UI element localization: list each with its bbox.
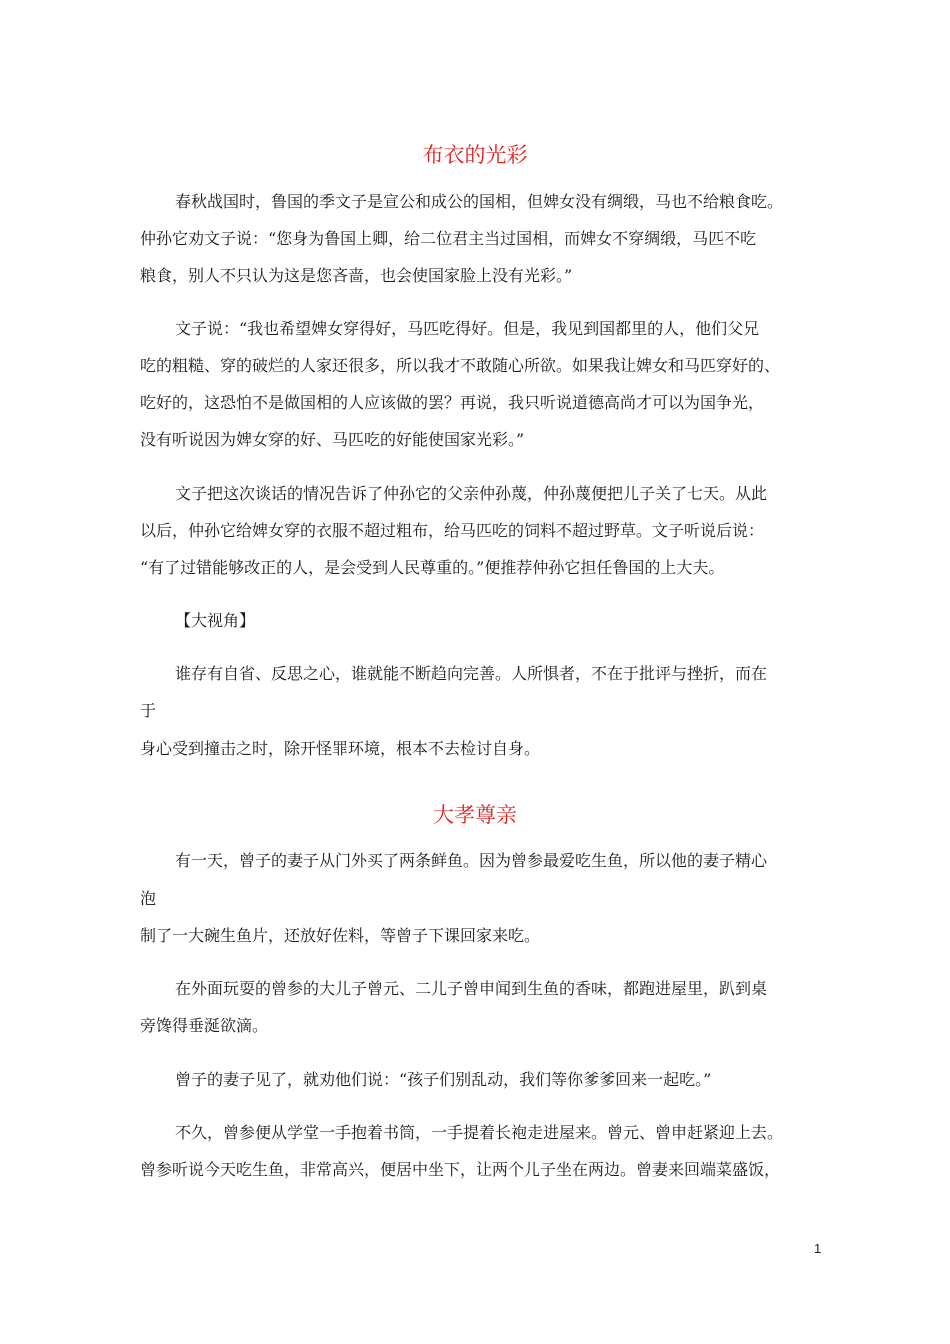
text-line: 没有听说因为婢女穿的好、马匹吃的好能使国家光彩。” xyxy=(140,430,525,449)
text-line: 身心受到撞击之时，除开怪罪环境，根本不去检讨自身。 xyxy=(140,739,541,758)
text-line: 不久，曾参便从学堂一手抱着书筒，一手提着长袍走进屋来。曾元、曾申赶紧迎上去。 xyxy=(175,1123,784,1142)
view-label: 【大视角】 xyxy=(175,611,256,630)
text-line: “有了过错能够改正的人，是会受到人民尊重的。”便推荐仲孙它担任鲁国的上大夫。 xyxy=(140,558,725,577)
text-line: 仲孙它劝文子说：“您身为鲁国上卿，给二位君主当过国相，而婢女不穿绸缎，马匹不吃 xyxy=(140,229,757,248)
text-line: 在外面玩耍的曾参的大儿子曾元、二儿子曾申闻到生鱼的香味，都跑进屋里，趴到桌 xyxy=(175,979,768,998)
text-line: 泡 xyxy=(140,889,157,908)
text-line: 以后，仲孙它给婢女穿的衣服不超过粗布，给马匹吃的饲料不超过野草。文子听说后说： xyxy=(140,521,765,540)
text-line: 文子说：“我也希望婢女穿得好，马匹吃得好。但是，我见到国都里的人，他们父兄 xyxy=(175,319,760,338)
text-line: 文子把这次谈话的情况告诉了仲孙它的父亲仲孙蔑，仲孙蔑便把儿子关了七天。从此 xyxy=(175,484,768,503)
text-line: 曾子的妻子见了，就劝他们说：“孩子们别乱动，我们等你爹爹回来一起吃。” xyxy=(175,1070,712,1089)
section-title-2: 大孝尊亲 xyxy=(433,803,517,827)
page-number: 1 xyxy=(814,1241,822,1256)
text-line: 旁馋得垂涎欲滴。 xyxy=(140,1016,269,1035)
text-line: 吃好的，这恐怕不是做国相的人应该做的罢？再说，我只听说道德高尚才可以为国争光， xyxy=(140,393,765,412)
text-line: 于 xyxy=(140,701,157,720)
text-line: 粮食，别人不只认为这是您吝啬，也会使国家脸上没有光彩。” xyxy=(140,266,573,285)
section-title-1: 布衣的光彩 xyxy=(422,143,528,167)
text-line: 谁存有自省、反思之心，谁就能不断趋向完善。人所惧者，不在于批评与挫折，而在 xyxy=(175,664,768,683)
text-line: 有一天，曾子的妻子从门外买了两条鲜鱼。因为曾参最爱吃生鱼，所以他的妻子精心 xyxy=(175,851,768,870)
text-line: 春秋战国时，鲁国的季文子是宣公和成公的国相，但婢女没有绸缎，马也不给粮食吃。 xyxy=(175,192,784,211)
text-line: 吃的粗糙、穿的破烂的人家还很多，所以我才不敢随心所欲。如果我让婢女和马匹穿好的、 xyxy=(140,356,781,375)
text-line: 制了一大碗生鱼片，还放好佐料，等曾子下课回家来吃。 xyxy=(140,926,541,945)
text-line: 曾参听说今天吃生鱼，非常高兴，便居中坐下，让两个儿子坐在两边。曾妻来回端菜盛饭， xyxy=(140,1160,781,1179)
